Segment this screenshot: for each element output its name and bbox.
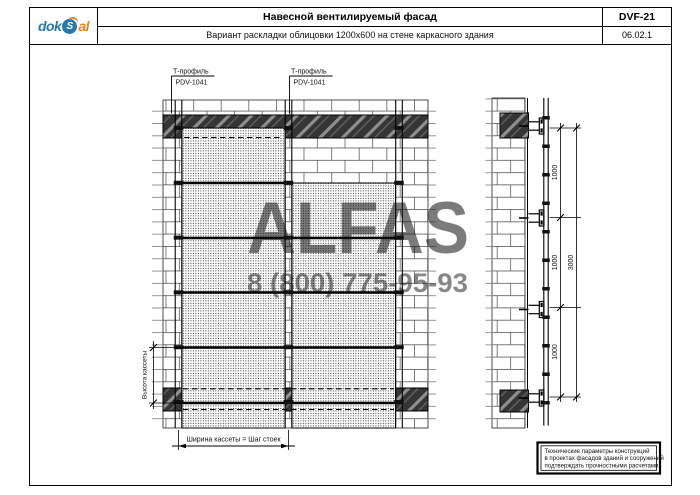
title-block [30,8,671,45]
logo-s-letter: S [66,20,74,32]
watermark [247,188,469,298]
height-dimension-label: Высота кассеты [141,350,149,400]
dim-3000-total: 3000 [568,254,575,271]
logo-text-al: al [78,18,90,34]
width-dimension [172,430,295,450]
dim-1000-mid: 1000 [552,254,559,271]
watermark-phone: 8 (800) 775-95-93 [247,268,468,298]
watermark-brand: ALFAS [247,188,469,269]
tech-note-box [538,443,664,474]
sheet-number: 06.02.1 [621,30,653,41]
slab-section-bottom [500,390,529,412]
code-cell [602,8,671,44]
width-dimension-label: Ширина кассеты = Шаг стоек [186,436,281,444]
sheet-title: Навесной вентилируемый фасад [98,8,602,27]
callout-code: PDV-1041 [175,79,208,87]
series-code: DVF-21 [603,8,671,27]
title-cell [98,8,602,44]
callout-text: Т-профиль [291,68,327,76]
masonry-wall-section [492,98,525,428]
note-line-1: Технические параметры конструкций [544,447,650,455]
dim-1000-bottom: 1000 [552,344,559,360]
logo-text-dok: dok [37,18,62,34]
callout-text: Т-профиль [173,68,209,76]
note-line-3: подтверждать прочностными расчетами. [544,462,661,470]
course-ticks-section [486,98,493,428]
dim-1000-top: 1000 [552,164,559,181]
logo [30,8,98,44]
segment-dimension [552,123,564,402]
logo-s-icon [62,19,77,34]
total-dimension [568,123,580,402]
callout-code: PDV-1041 [293,79,326,87]
sheet-subtitle: Вариант раскладки облицовки 1200x600 на стене каркасного здания [206,30,494,41]
note-line-2: в проектах фасадов зданий и сооружений [544,455,664,463]
side-view [486,98,582,428]
